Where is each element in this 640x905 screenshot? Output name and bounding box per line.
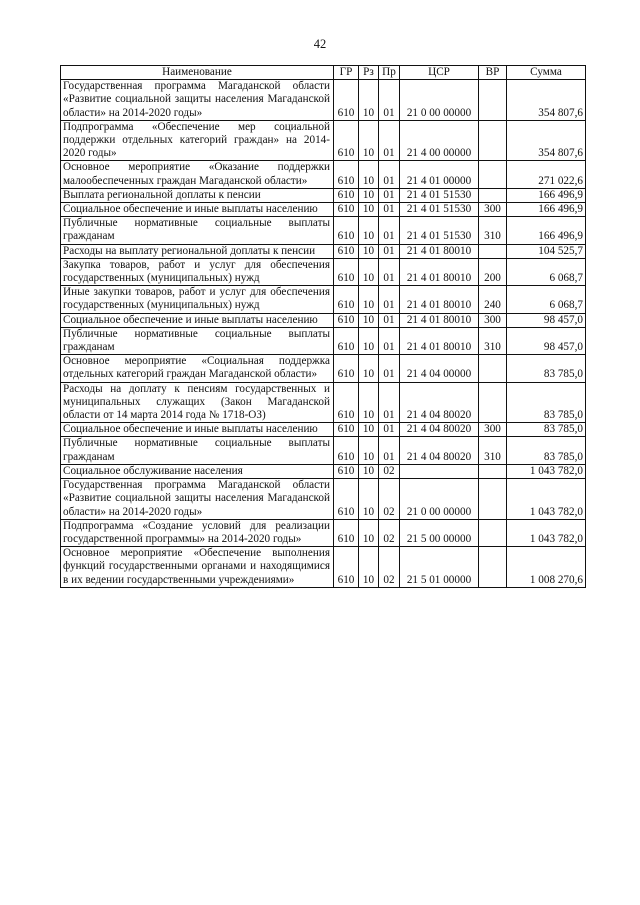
cell-csr: 21 4 00 00000 xyxy=(400,120,479,161)
table-row xyxy=(61,258,586,285)
cell-vr xyxy=(479,120,507,161)
cell-name: Государственная программа Магаданской области «Развитие социальной защиты населения Магаданской области» на 2014-2020 годы» xyxy=(61,479,334,520)
cell-csr: 21 4 01 80010 xyxy=(400,327,479,354)
cell-name: Основное мероприятие «Оказание поддержки малообеспеченных граждан Магаданской области» xyxy=(61,161,334,188)
cell-gr: 610 xyxy=(334,547,359,588)
cell-gr: 610 xyxy=(334,423,359,437)
cell-csr: 21 4 04 80020 xyxy=(400,437,479,464)
cell-name: Публичные нормативные социальные выплаты гражданам xyxy=(61,437,334,464)
table-row xyxy=(61,80,586,121)
cell-vr: 300 xyxy=(479,313,507,327)
table-row xyxy=(61,479,586,520)
column-header-vr: ВР xyxy=(479,66,507,80)
cell-pr: 02 xyxy=(379,547,400,588)
cell-gr: 610 xyxy=(334,203,359,217)
cell-rz: 10 xyxy=(359,188,379,202)
table-row xyxy=(61,244,586,258)
cell-vr xyxy=(479,244,507,258)
cell-csr xyxy=(400,464,479,478)
cell-name: Подпрограмма «Создание условий для реализации государственной программы» на 2014-2020 годы» xyxy=(61,519,334,546)
table-row xyxy=(61,188,586,202)
cell-pr: 01 xyxy=(379,203,400,217)
cell-vr: 310 xyxy=(479,217,507,244)
cell-pr: 01 xyxy=(379,258,400,285)
table-row xyxy=(61,313,586,327)
cell-rz: 10 xyxy=(359,355,379,382)
cell-sum: 354 807,6 xyxy=(507,80,586,121)
cell-vr xyxy=(479,479,507,520)
cell-csr: 21 4 01 00000 xyxy=(400,161,479,188)
column-header-rz: Рз xyxy=(359,66,379,80)
cell-csr: 21 4 01 51530 xyxy=(400,217,479,244)
cell-name: Расходы на доплату к пенсиям государственных и муниципальных служащих (Закон Магаданской области от 14 марта 2014 года № 1718-ОЗ) xyxy=(61,382,334,423)
cell-rz: 10 xyxy=(359,313,379,327)
cell-rz: 10 xyxy=(359,217,379,244)
cell-csr: 21 4 01 80010 xyxy=(400,244,479,258)
cell-gr: 610 xyxy=(334,327,359,354)
cell-csr: 21 5 00 00000 xyxy=(400,519,479,546)
cell-gr: 610 xyxy=(334,437,359,464)
table-row xyxy=(61,547,586,588)
cell-vr: 310 xyxy=(479,327,507,354)
cell-csr: 21 4 01 80010 xyxy=(400,313,479,327)
cell-csr: 21 0 00 00000 xyxy=(400,80,479,121)
cell-sum: 98 457,0 xyxy=(507,327,586,354)
table-row xyxy=(61,355,586,382)
cell-gr: 610 xyxy=(334,244,359,258)
cell-sum: 166 496,9 xyxy=(507,188,586,202)
cell-gr: 610 xyxy=(334,382,359,423)
cell-csr: 21 4 01 51530 xyxy=(400,188,479,202)
cell-sum: 6 068,7 xyxy=(507,286,586,313)
cell-pr: 01 xyxy=(379,120,400,161)
cell-name: Основное мероприятие «Обеспечение выполнения функций государственными органами и находящимися в их ведении государственными учреждениями» xyxy=(61,547,334,588)
cell-rz: 10 xyxy=(359,203,379,217)
cell-rz: 10 xyxy=(359,479,379,520)
budget-table xyxy=(60,65,586,588)
cell-csr: 21 4 01 80010 xyxy=(400,258,479,285)
cell-csr: 21 4 01 80010 xyxy=(400,286,479,313)
cell-rz: 10 xyxy=(359,258,379,285)
cell-pr: 02 xyxy=(379,519,400,546)
cell-sum: 98 457,0 xyxy=(507,313,586,327)
cell-vr: 300 xyxy=(479,423,507,437)
cell-sum: 6 068,7 xyxy=(507,258,586,285)
cell-name: Социальное обеспечение и иные выплаты населению xyxy=(61,423,334,437)
table-row xyxy=(61,423,586,437)
cell-rz: 10 xyxy=(359,464,379,478)
table-row xyxy=(61,286,586,313)
column-header-pr: Пр xyxy=(379,66,400,80)
cell-gr: 610 xyxy=(334,258,359,285)
table-row xyxy=(61,382,586,423)
table-row xyxy=(61,327,586,354)
cell-sum: 104 525,7 xyxy=(507,244,586,258)
cell-sum: 83 785,0 xyxy=(507,423,586,437)
cell-rz: 10 xyxy=(359,120,379,161)
cell-csr: 21 4 01 51530 xyxy=(400,203,479,217)
cell-name: Социальное обслуживание населения xyxy=(61,464,334,478)
cell-vr: 240 xyxy=(479,286,507,313)
cell-sum: 1 043 782,0 xyxy=(507,519,586,546)
cell-name: Публичные нормативные социальные выплаты гражданам xyxy=(61,217,334,244)
cell-gr: 610 xyxy=(334,479,359,520)
table-row xyxy=(61,519,586,546)
cell-vr xyxy=(479,382,507,423)
cell-rz: 10 xyxy=(359,423,379,437)
cell-sum: 354 807,6 xyxy=(507,120,586,161)
cell-gr: 610 xyxy=(334,80,359,121)
table-row xyxy=(61,437,586,464)
cell-rz: 10 xyxy=(359,547,379,588)
table-row xyxy=(61,120,586,161)
cell-vr: 300 xyxy=(479,203,507,217)
cell-sum: 166 496,9 xyxy=(507,203,586,217)
cell-vr: 310 xyxy=(479,437,507,464)
cell-gr: 610 xyxy=(334,161,359,188)
cell-gr: 610 xyxy=(334,217,359,244)
cell-pr: 01 xyxy=(379,423,400,437)
cell-csr: 21 4 04 80020 xyxy=(400,382,479,423)
cell-rz: 10 xyxy=(359,437,379,464)
cell-csr: 21 5 01 00000 xyxy=(400,547,479,588)
cell-sum: 83 785,0 xyxy=(507,382,586,423)
cell-name: Расходы на выплату региональной доплаты к пенсии xyxy=(61,244,334,258)
cell-sum: 271 022,6 xyxy=(507,161,586,188)
cell-pr: 01 xyxy=(379,286,400,313)
column-header-csr: ЦСР xyxy=(400,66,479,80)
cell-gr: 610 xyxy=(334,464,359,478)
cell-pr: 01 xyxy=(379,437,400,464)
page-number: 42 xyxy=(313,37,327,51)
table-row xyxy=(61,203,586,217)
column-header-name: Наименование xyxy=(61,66,334,80)
cell-sum: 1 043 782,0 xyxy=(507,464,586,478)
cell-name: Закупка товаров, работ и услуг для обеспечения государственных (муниципальных) нужд xyxy=(61,258,334,285)
cell-name: Государственная программа Магаданской области «Развитие социальной защиты населения Магаданской области» на 2014-2020 годы» xyxy=(61,80,334,121)
cell-name: Основное мероприятие «Социальная поддержка отдельных категорий граждан Магаданской области» xyxy=(61,355,334,382)
cell-rz: 10 xyxy=(359,286,379,313)
cell-rz: 10 xyxy=(359,244,379,258)
column-header-gr: ГР xyxy=(334,66,359,80)
cell-name: Подпрограмма «Обеспечение мер социальной поддержки отдельных категорий граждан» на 2014-2020 годы» xyxy=(61,120,334,161)
cell-csr: 21 4 04 80020 xyxy=(400,423,479,437)
cell-gr: 610 xyxy=(334,519,359,546)
cell-pr: 01 xyxy=(379,244,400,258)
cell-pr: 02 xyxy=(379,479,400,520)
cell-vr xyxy=(479,547,507,588)
cell-name: Социальное обеспечение и иные выплаты населению xyxy=(61,203,334,217)
cell-rz: 10 xyxy=(359,382,379,423)
cell-pr: 01 xyxy=(379,313,400,327)
cell-name: Социальное обеспечение и иные выплаты населению xyxy=(61,313,334,327)
cell-vr xyxy=(479,464,507,478)
cell-pr: 01 xyxy=(379,80,400,121)
cell-pr: 01 xyxy=(379,327,400,354)
cell-vr xyxy=(479,355,507,382)
cell-rz: 10 xyxy=(359,327,379,354)
cell-gr: 610 xyxy=(334,188,359,202)
cell-gr: 610 xyxy=(334,355,359,382)
cell-pr: 02 xyxy=(379,464,400,478)
cell-name: Иные закупки товаров, работ и услуг для обеспечения государственных (муниципальных) нужд xyxy=(61,286,334,313)
cell-rz: 10 xyxy=(359,80,379,121)
cell-sum: 1 008 270,6 xyxy=(507,547,586,588)
cell-csr: 21 0 00 00000 xyxy=(400,479,479,520)
cell-sum: 83 785,0 xyxy=(507,355,586,382)
cell-pr: 01 xyxy=(379,355,400,382)
cell-pr: 01 xyxy=(379,382,400,423)
column-header-sum: Сумма xyxy=(507,66,586,80)
cell-sum: 166 496,9 xyxy=(507,217,586,244)
cell-vr xyxy=(479,519,507,546)
cell-vr: 200 xyxy=(479,258,507,285)
table-row xyxy=(61,464,586,478)
cell-rz: 10 xyxy=(359,519,379,546)
table-body xyxy=(61,80,586,588)
cell-pr: 01 xyxy=(379,217,400,244)
table-row xyxy=(61,217,586,244)
cell-gr: 610 xyxy=(334,313,359,327)
cell-gr: 610 xyxy=(334,120,359,161)
cell-gr: 610 xyxy=(334,286,359,313)
cell-vr xyxy=(479,161,507,188)
cell-vr xyxy=(479,80,507,121)
cell-name: Публичные нормативные социальные выплаты гражданам xyxy=(61,327,334,354)
cell-pr: 01 xyxy=(379,188,400,202)
cell-name: Выплата региональной доплаты к пенсии xyxy=(61,188,334,202)
table-row xyxy=(61,161,586,188)
cell-pr: 01 xyxy=(379,161,400,188)
table-header-row xyxy=(61,66,586,80)
cell-rz: 10 xyxy=(359,161,379,188)
cell-sum: 1 043 782,0 xyxy=(507,479,586,520)
cell-vr xyxy=(479,188,507,202)
cell-sum: 83 785,0 xyxy=(507,437,586,464)
cell-csr: 21 4 04 00000 xyxy=(400,355,479,382)
